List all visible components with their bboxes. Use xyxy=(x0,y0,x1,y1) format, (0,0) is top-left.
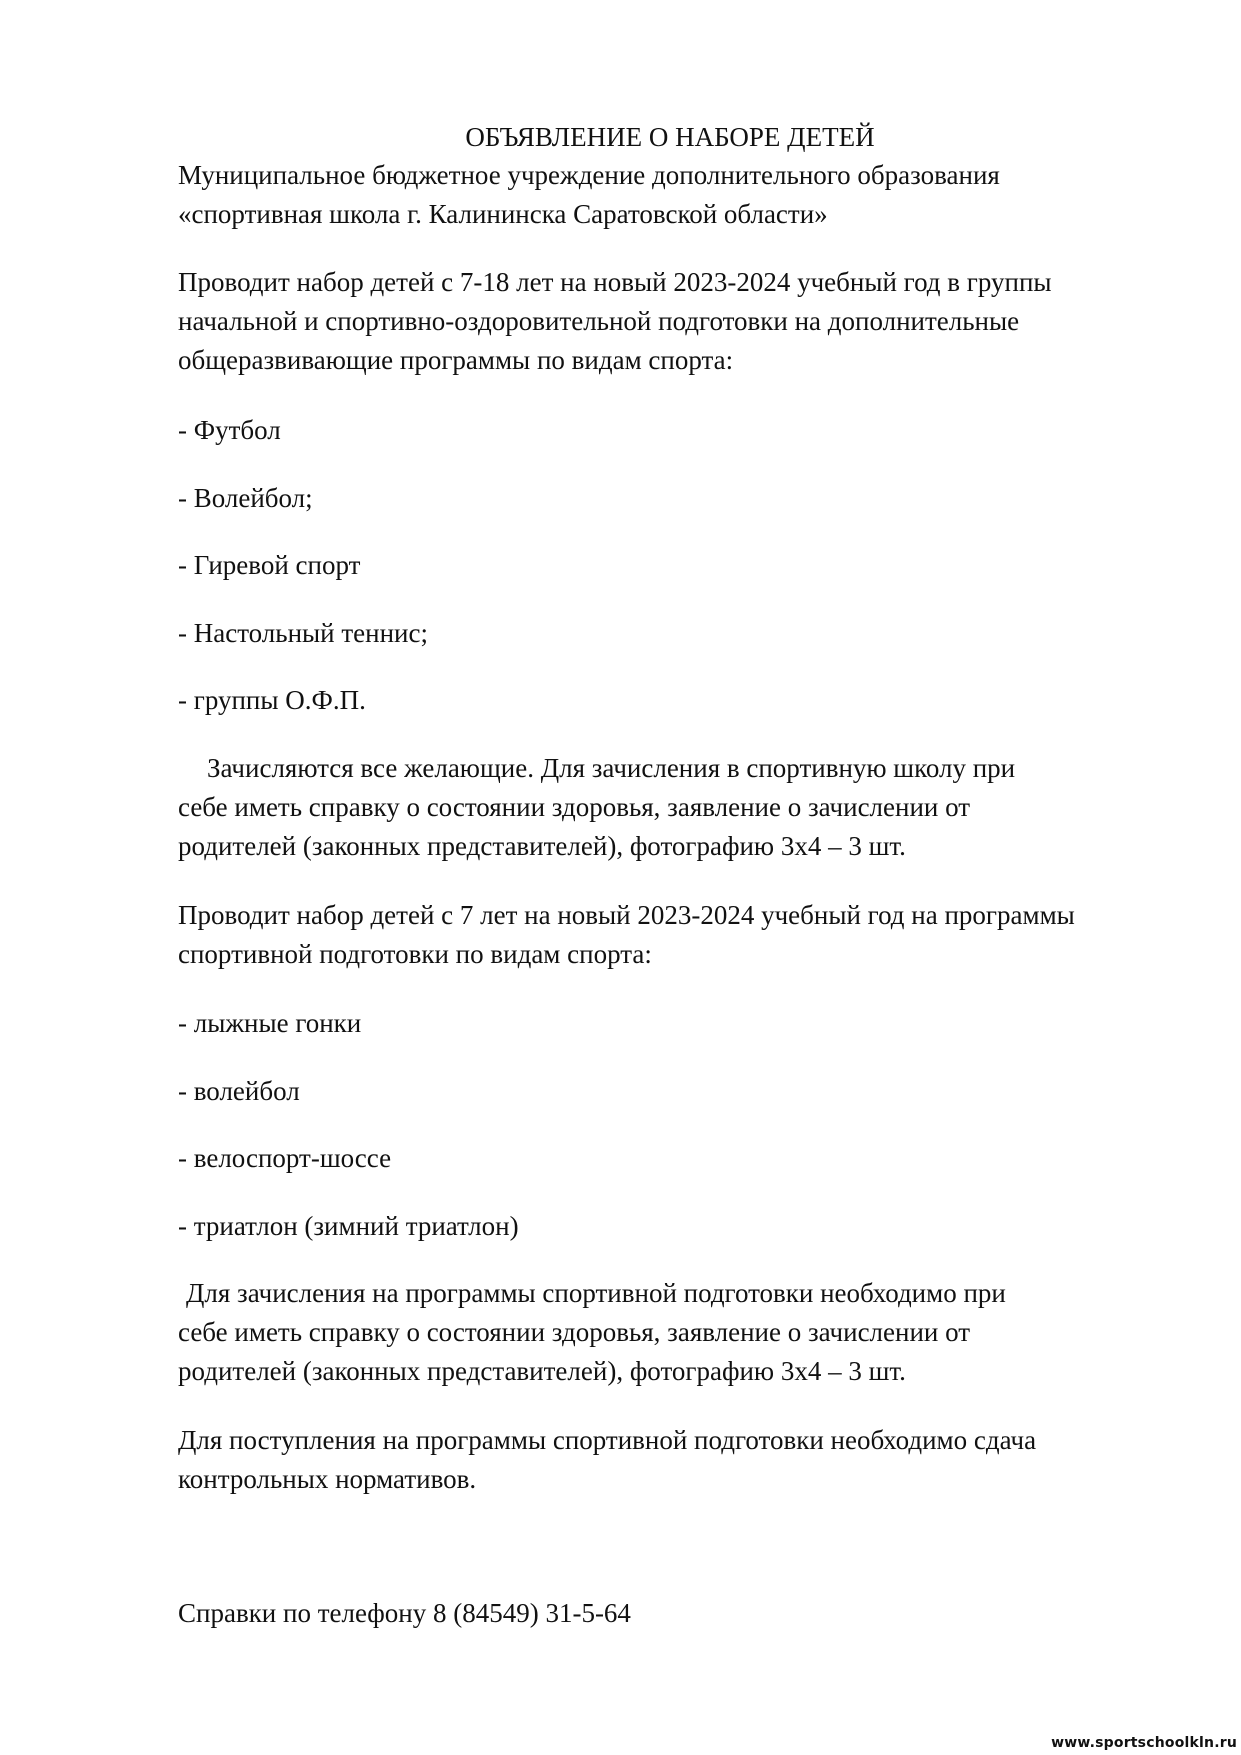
paragraph-line: родителей (законных представителей), фотографию 3х4 – 3 шт. xyxy=(178,1356,906,1386)
list-item: - велоспорт-шоссе xyxy=(178,1143,392,1173)
contact-phone: Справки по телефону 8 (84549) 31-5-64 xyxy=(178,1598,631,1628)
paragraph-line: Зачисляются все желающие. Для зачисления в спортивную школу при xyxy=(207,753,1016,783)
paragraph-line: Проводит набор детей с 7 лет на новый 2023-2024 учебный год на программы xyxy=(178,900,1075,930)
paragraph-line: себе иметь справку о состоянии здоровья, заявление о зачислении от xyxy=(178,1317,971,1347)
list-item: - Футбол xyxy=(178,415,281,445)
organization-line: Муниципальное бюджетное учреждение дополнительного образования xyxy=(178,160,1000,190)
list-item: - Гиревой спорт xyxy=(178,550,361,580)
list-item: - волейбол xyxy=(178,1076,300,1106)
paragraph-line: Для зачисления на программы спортивной подготовки необходимо при xyxy=(186,1278,1006,1308)
paragraph-recruitment-general xyxy=(178,263,1052,380)
paragraph-line: начальной и спортивно-оздоровительной подготовки на дополнительные xyxy=(178,306,1020,336)
organization-name xyxy=(178,156,1000,234)
list-item: - лыжные гонки xyxy=(178,1008,362,1038)
paragraph-line: Для поступления на программы спортивной подготовки необходимо сдача xyxy=(178,1425,1037,1455)
paragraph-sports-training-requirements xyxy=(178,1274,1006,1391)
paragraph-standards xyxy=(178,1421,1036,1499)
paragraph-line: родителей (законных представителей), фотографию 3х4 – 3 шт. xyxy=(178,831,906,861)
list-item: - Настольный теннис; xyxy=(178,618,428,648)
paragraph-line: контрольных нормативов. xyxy=(178,1464,477,1494)
watermark: www.sportschoolkln.ru xyxy=(1051,1735,1237,1751)
paragraph-line: общеразвивающие программы по видам спорта: xyxy=(178,345,734,375)
paragraph-line: Проводит набор детей с 7-18 лет на новый 2023-2024 учебный год в группы xyxy=(178,267,1052,297)
list-item: - триатлон (зимний триатлон) xyxy=(178,1211,519,1241)
organization-line: «спортивная школа г. Калининска Саратовской области» xyxy=(178,199,828,229)
list-item: - Волейбол; xyxy=(178,483,313,513)
paragraph-enrollment-requirements xyxy=(178,749,1015,866)
paragraph-recruitment-sports-training xyxy=(178,896,1075,974)
list-item: - группы О.Ф.П. xyxy=(178,685,366,715)
paragraph-line: себе иметь справку о состоянии здоровья, заявление о зачислении от xyxy=(178,792,971,822)
page-title: ОБЪЯВЛЕНИЕ О НАБОРЕ ДЕТЕЙ xyxy=(465,122,875,152)
paragraph-line: спортивной подготовки по видам спорта: xyxy=(178,939,652,969)
